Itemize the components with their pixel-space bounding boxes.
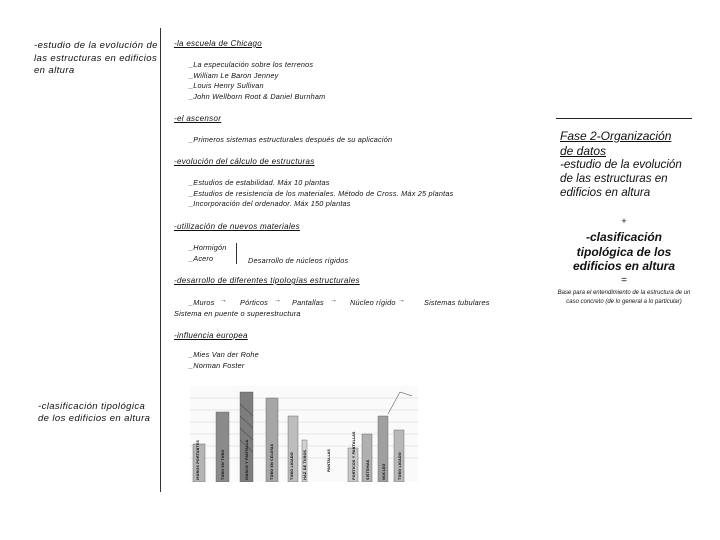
heading-chicago: -la escuela de Chicago xyxy=(174,39,262,48)
diagram-label: MUROS PORTANTES xyxy=(196,440,200,480)
europea-list xyxy=(189,350,259,371)
sequence-extra: Sistema en puente o superestructura xyxy=(174,309,301,318)
top-rule xyxy=(556,118,692,119)
sequence-item-tubulares: Sistemas tubulares xyxy=(424,298,490,307)
list-item: _Mies Van der Rohe xyxy=(189,350,259,359)
sequence-item-nucleo: Núcleo rígido xyxy=(350,298,396,307)
phase-title: Fase 2-Organización de datos xyxy=(560,129,672,158)
list-item: _Incorporación del ordenador. Máx 150 plantas xyxy=(189,199,351,209)
vertical-divider xyxy=(160,28,161,492)
diagram-label: TUBO EN TUBO xyxy=(221,449,225,480)
diagram-label: TUBO LIGADO xyxy=(398,452,402,480)
chicago-list xyxy=(189,60,325,102)
heading-tipologias: -desarrollo de diferentes tipologías estructurales xyxy=(174,276,360,285)
heading-ascensor: -el ascensor xyxy=(174,114,222,123)
base-note: Base para el entendimiento de la estructura de un caso concreto (de lo general a lo particular) xyxy=(557,290,691,305)
equals-sign: = xyxy=(621,275,627,286)
bracket-line xyxy=(236,243,237,264)
list-item: _Acero xyxy=(189,253,214,263)
list-item: _Primeros sistemas estructurales después de su aplicación xyxy=(189,135,393,144)
arrow-icon: → xyxy=(398,297,405,304)
diagram-label: PORTICOS Y PANTALLAS xyxy=(352,431,356,480)
diagram-label: NUCLEO xyxy=(382,463,386,480)
list-item: _La especulación sobre los terrenos xyxy=(189,60,314,69)
calculo-list xyxy=(189,178,453,210)
list-item: _Hormigón xyxy=(189,243,227,252)
materiales-note: Desarrollo de núcleos rígidos xyxy=(248,256,349,265)
diagram-label: PANTALLAS xyxy=(327,449,331,472)
sequence-item-pantallas: Pantallas xyxy=(292,298,324,307)
sequence-item-muros: _Muros xyxy=(189,298,215,307)
diagram-label: TUBO EN CELOSIA xyxy=(270,443,274,480)
list-item: _Louis Henry Sullivan xyxy=(189,81,264,91)
heading-materiales: -utilización de nuevos materiales xyxy=(174,222,300,231)
arrow-icon: → xyxy=(330,297,337,304)
sequence-item-porticos: Pórticos xyxy=(240,298,268,307)
list-item: _Estudios de estabilidad. Máx 10 plantas xyxy=(189,178,330,187)
phase-description: -estudio de la evolución de las estructuras en edificios en altura xyxy=(560,158,682,200)
materiales-list xyxy=(189,243,227,264)
list-item: _William Le Baron Jenney xyxy=(189,70,279,80)
list-item: _Estudios de resistencia de los materiales. Método de Cross. Máx 25 plantas xyxy=(189,188,454,198)
list-item: _John Wellborn Root & Daniel Burnham xyxy=(189,91,326,101)
plus-sign: + xyxy=(621,216,627,226)
diagram-label: TUBO LIGADO xyxy=(290,452,294,480)
left-title: -estudio de la evolución de las estructuras en edificios en altura xyxy=(34,40,158,76)
arrow-icon: → xyxy=(274,297,281,304)
arrow-icon: → xyxy=(220,297,227,304)
diagram-label: MARCO Y PANTALLA xyxy=(245,439,249,480)
structural-typology-diagram xyxy=(190,386,418,482)
heading-europea: -influencia europea xyxy=(174,331,248,340)
list-item: _Norman Foster xyxy=(189,360,245,370)
heading-calculo: -evolución del cálculo de estructuras xyxy=(174,157,315,166)
diagram-label: HAZ DE TUBOS xyxy=(303,449,307,480)
diagram-label: SISTEMAS xyxy=(366,459,370,480)
classification-title: -clasificación tipológica de los edificios en altura xyxy=(572,230,676,273)
left-title-classification: -clasificación tipológica de los edificios en altura xyxy=(38,401,151,424)
